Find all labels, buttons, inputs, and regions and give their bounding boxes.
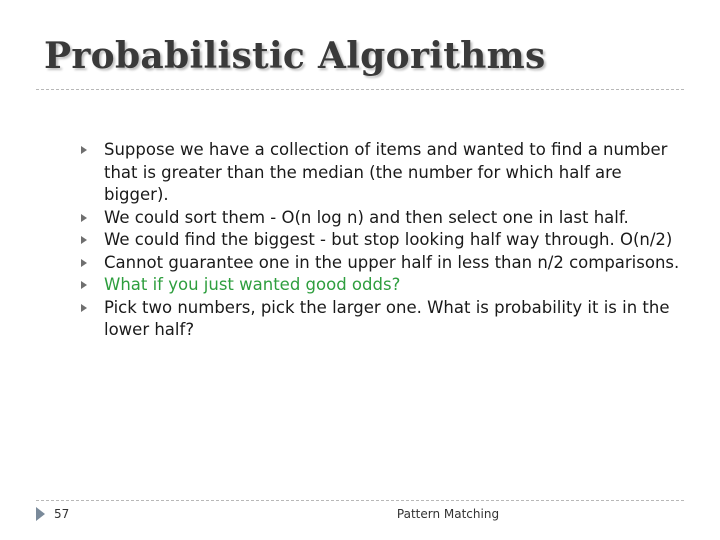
bullet-text: Cannot guarantee one in the upper half in less than n/2 comparisons. [104, 252, 680, 272]
triangle-arrow-icon [81, 214, 87, 222]
triangle-arrow-icon [81, 304, 87, 312]
bullet-text: Suppose we have a collection of items and wanted to find a number that is greater than the median (the number for which half are bigger). [104, 140, 668, 204]
triangle-arrow-icon [81, 236, 87, 244]
slide-title: Probabilistic Algorithms [44, 35, 546, 77]
triangle-arrow-icon [81, 259, 87, 267]
bullet-item [80, 207, 680, 230]
bullet-text: We could find the biggest - but stop looking half way through. O(n/2) [104, 230, 673, 249]
bullet-item [80, 229, 680, 252]
triangle-arrow-icon [81, 281, 87, 289]
triangle-arrow-icon [36, 507, 45, 521]
page-number: 57 [54, 507, 70, 521]
bullet-item [80, 252, 680, 275]
footer-divider [36, 500, 684, 501]
bullet-item [80, 297, 680, 342]
bullet-text: We could sort them - O(n log n) and then select one in last half. [104, 207, 629, 227]
bullet-text: What if you just wanted good odds? [104, 275, 401, 294]
footer-title: Pattern Matching [396, 507, 500, 521]
bullet-text: Pick two numbers, pick the larger one. What is probability it is in the lower half? [104, 297, 670, 339]
title-divider [36, 89, 684, 90]
bullet-list [80, 139, 680, 342]
triangle-arrow-icon [81, 146, 87, 154]
bullet-item [80, 139, 680, 207]
bullet-item-highlighted [80, 274, 680, 297]
